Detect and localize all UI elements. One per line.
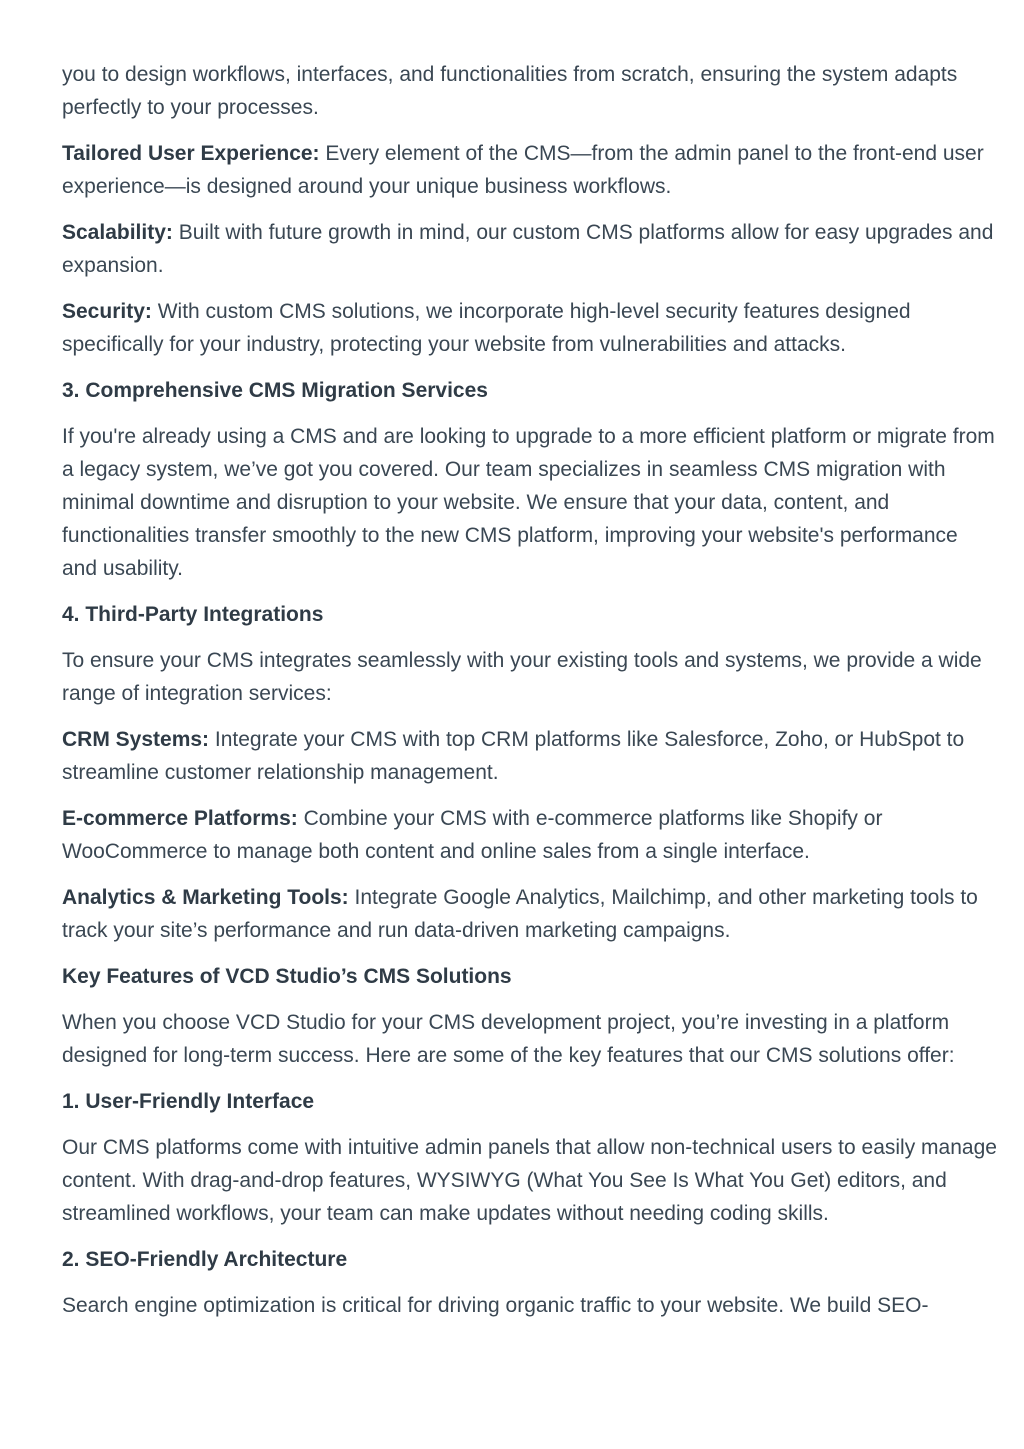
document-page [62,58,997,1335]
item-text: Every element of the CMS—from the admin panel to the front-end user experience—is designed around your unique business workflows. [62,142,984,198]
item-lead: Tailored User Experience: [62,142,320,165]
item-text: Integrate Google Analytics, Mailchimp, and other marketing tools to track your site’s performance and run data-driven marketing campaigns. [62,886,978,942]
item-lead: CRM Systems: [62,728,210,751]
integrations-paragraph: To ensure your CMS integrates seamlessly with your existing tools and systems, we provide a wide range of integration services: [62,649,982,705]
crm-item [62,723,997,789]
item-lead: Security: [62,300,152,323]
scalability-item [62,216,997,282]
ecommerce-item [62,802,997,868]
migration-paragraph: If you're already using a CMS and are looking to upgrade to a more efficient platform or migrate from a legacy system, we’ve got you covered. Our team specializes in seamless CMS migration with minimal downtime and disruption to your website. We ensure that your data, content, and functionalities transfer smoothly to the new CMS platform, improving your website's performance and usability. [62,425,995,580]
integrations-heading: 4. Third-Party Integrations [62,603,324,626]
user-friendly-paragraph: Our CMS platforms come with intuitive admin panels that allow non-technical users to easily manage content. With drag-and-drop features, WYSIWYG (What You See Is What You Get) editors, and streamlined workflows, your team can make updates without needing coding skills. [62,1136,997,1225]
item-lead: Analytics & Marketing Tools: [62,886,349,909]
item-text: Integrate your CMS with top CRM platforms like Salesforce, Zoho, or HubSpot to streamline customer relationship management. [62,728,965,784]
seo-paragraph: Search engine optimization is critical for driving organic traffic to your website. We build SEO- [62,1294,929,1317]
item-text: Combine your CMS with e-commerce platforms like Shopify or WooCommerce to manage both content and online sales from a single interface. [62,807,883,863]
item-lead: E-commerce Platforms: [62,807,298,830]
analytics-item [62,881,997,947]
seo-heading: 2. SEO-Friendly Architecture [62,1248,348,1271]
key-features-heading: Key Features of VCD Studio’s CMS Solutions [62,965,512,988]
item-text: With custom CMS solutions, we incorporate high-level security features designed specifically for your industry, protecting your website from vulnerabilities and attacks. [62,300,911,356]
intro-continuation: you to design workflows, interfaces, and functionalities from scratch, ensuring the system adapts perfectly to your processes. [62,63,958,119]
user-friendly-heading: 1. User-Friendly Interface [62,1090,315,1113]
security-item [62,295,997,361]
tailored-ux-item [62,137,997,203]
item-text: Built with future growth in mind, our custom CMS platforms allow for easy upgrades and expansion. [62,221,994,277]
key-features-paragraph: When you choose VCD Studio for your CMS development project, you’re investing in a platform designed for long-term success. Here are some of the key features that our CMS solutions offer: [62,1011,955,1067]
migration-heading: 3. Comprehensive CMS Migration Services [62,379,488,402]
item-lead: Scalability: [62,221,173,244]
